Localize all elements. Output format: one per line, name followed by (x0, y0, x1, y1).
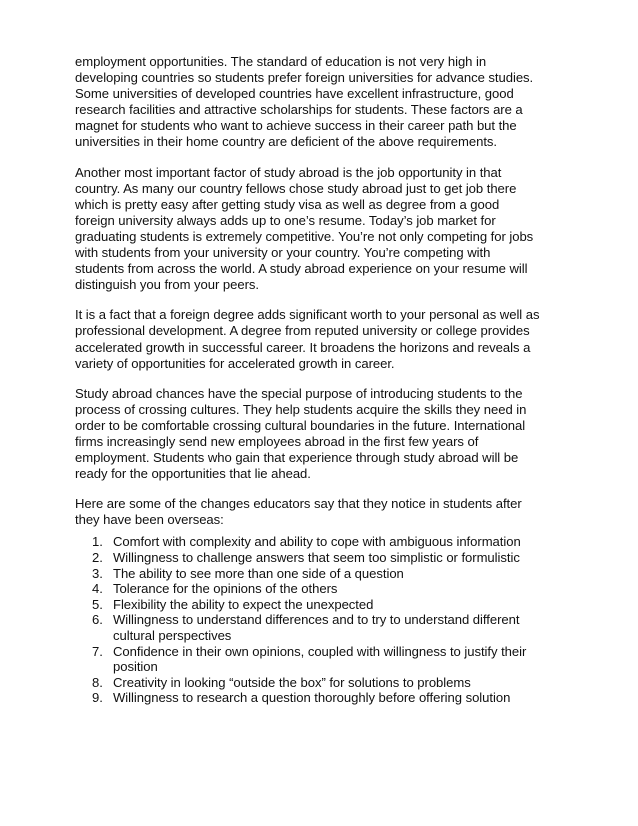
paragraph-education-quality: employment opportunities. The standard of education is not very high in developing countries so students prefer foreign universities for advance studies. Some universities of developed countries have excellent infrastructure, good research facilities and attractive scholarships for students. These factors are a magnet for students who want to achieve success in their career path but the universities in their home country are deficient of the above requirements. (75, 54, 534, 150)
list-item-text: Tolerance for the opinions of the others (113, 581, 338, 597)
list-item (75, 612, 578, 643)
list-item (75, 534, 578, 550)
list-item-number: 6. (92, 612, 103, 628)
list-item-text: Willingness to understand differences and to try to understand different cultural perspectives (113, 612, 520, 643)
list-item (75, 644, 578, 675)
list-item-number: 4. (92, 581, 103, 597)
list-item-number: 8. (92, 674, 103, 690)
list-item-text: The ability to see more than one side of a question (113, 565, 404, 581)
list-item-text: Confidence in their own opinions, coupled with willingness to justify their position (113, 643, 527, 675)
list-item (75, 675, 578, 691)
list-item (75, 690, 578, 706)
list-item (75, 566, 578, 582)
list-item (75, 550, 578, 566)
list-item-number: 5. (92, 596, 103, 612)
list-item-number: 1. (92, 534, 103, 550)
paragraph-list-intro: Here are some of the changes educators say that they notice in students after they have been overseas: (75, 496, 522, 528)
paragraph-crossing-cultures: Study abroad chances have the special purpose of introducing students to the process of crossing cultures. They help students acquire the skills they need in order to be comfortable crossing cultural boundaries in the future. International firms increasingly send new employees abroad in the first few years of employment. Students who gain that experience through study abroad will be ready for the opportunities that lie ahead. (75, 385, 527, 482)
list-item-text: Comfort with complexity and ability to cope with ambiguous information (113, 534, 521, 550)
list-item-number: 7. (92, 643, 103, 659)
list-item-text: Willingness to research a question thoroughly before offering solution (113, 690, 511, 706)
paragraph-foreign-degree: It is a fact that a foreign degree adds significant worth to your personal as well as professional development. A degree from reputed university or college provides accelerated growth in successful career. It broadens the horizons and reveals a variety of opportunities for accelerated growth in career. (75, 307, 540, 371)
list-item-number: 3. (92, 565, 103, 581)
list-item-text: Flexibility the ability to expect the unexpected (113, 596, 374, 612)
list-item (75, 581, 578, 597)
list-item-text: Willingness to challenge answers that seem too simplistic or formulistic (113, 550, 520, 566)
changes-list (75, 534, 578, 706)
paragraph-job-opportunity: Another most important factor of study abroad is the job opportunity in that country. As many our country fellows chose study abroad just to get job there which is pretty easy after getting study visa as well as degree from a good foreign university always adds up to one’s resume. Today’s job market for graduating students is extremely competitive. You’re not only competing for jobs with students from your university or your country. You’re competing with students from across the world. A study abroad experience on your resume will distinguish you from your peers. (75, 164, 534, 293)
list-item-text: Creativity in looking “outside the box” for solutions to problems (113, 674, 471, 690)
list-item-number: 2. (92, 550, 103, 566)
list-item-number: 9. (92, 690, 103, 706)
list-item (75, 597, 578, 613)
